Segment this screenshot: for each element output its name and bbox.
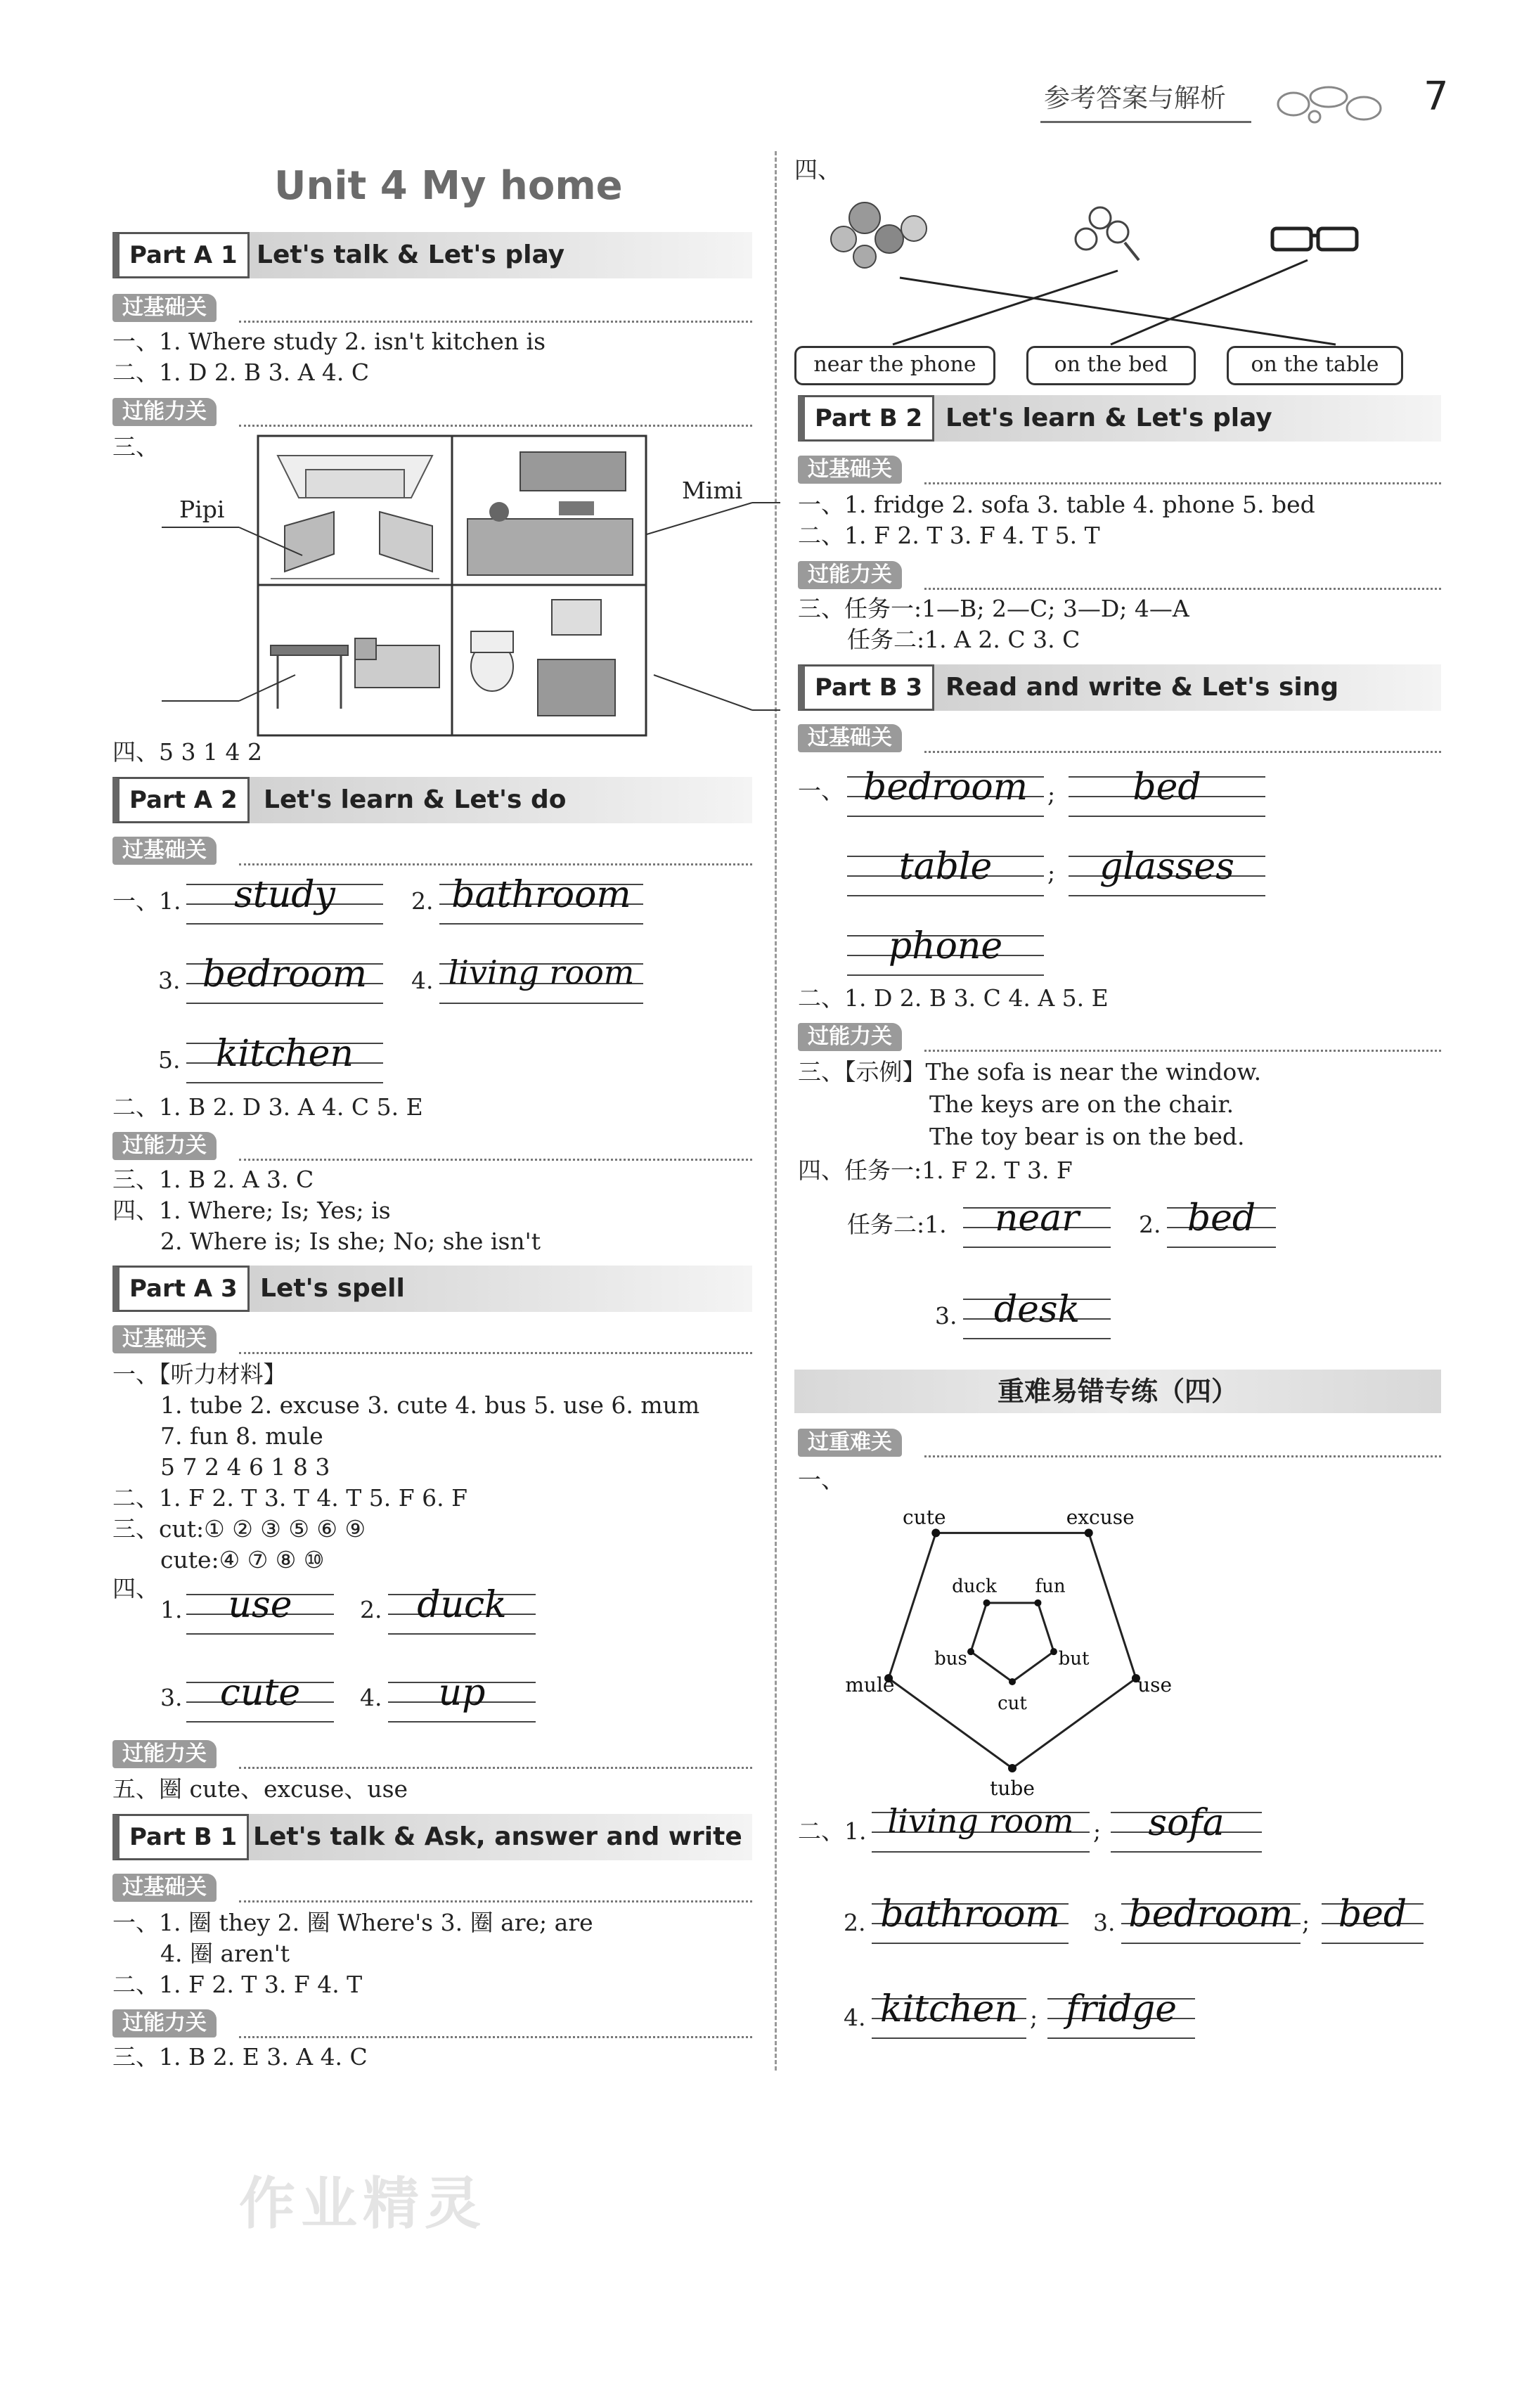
a2-q5-num: 5. <box>158 1046 181 1074</box>
a3-q4-num: 4. <box>360 1684 382 1711</box>
tag-basic: 过基础关 <box>798 724 902 752</box>
review-q1-label: 一、 <box>798 1466 844 1493</box>
a2-answer-kitchen: kitchen <box>186 1027 383 1090</box>
b2-answer-3b: 任务二:1. A 2. C 3. C <box>847 626 1080 653</box>
semicolon: ; <box>1302 1909 1310 1936</box>
tag-ability: 过能力关 <box>112 1740 217 1768</box>
part-b2-header <box>798 395 1441 442</box>
b1-answer-1b: 4. 圈 aren't <box>160 1940 290 1967</box>
semicolon: ; <box>1047 859 1056 887</box>
dotted-rule <box>239 1900 752 1902</box>
part-b3-label: Part B 3 <box>798 664 934 711</box>
tag-ability: 过能力关 <box>112 2009 217 2037</box>
b3-answer-3b: The keys are on the chair. <box>929 1090 1234 1118</box>
outer-word-label: mule <box>845 1673 895 1696</box>
a2-q2-num: 2. <box>411 887 434 915</box>
inner-word-label: but <box>1058 1648 1090 1670</box>
dotted-rule <box>239 321 752 323</box>
box-near-the-phone: near the phone <box>794 346 995 385</box>
b3-answer-3: 三、【示例】The sofa is near the window. <box>798 1058 1262 1086</box>
review-q2-num4: 4. <box>844 2004 866 2031</box>
label-pipi: Pipi <box>179 496 225 523</box>
review-q2-num2: 2. <box>844 1909 866 1936</box>
a3-order: 5 7 2 4 6 1 8 3 <box>160 1453 330 1481</box>
dotted-rule <box>239 1352 752 1354</box>
a2-q4-num: 4. <box>411 967 434 994</box>
a2-q3-num: 3. <box>158 967 181 994</box>
part-b2-label: Part B 2 <box>798 395 934 442</box>
b2-answer-3: 三、任务一:1—B; 2—C; 3—D; 4—A <box>798 595 1189 622</box>
a3-answer-use: use <box>186 1578 334 1642</box>
part-b1-title: Let's talk & Ask, answer and write <box>253 1822 742 1851</box>
dotted-rule <box>924 1455 1441 1457</box>
a3-answer-3: 三、cut:① ② ③ ⑤ ⑥ ⑨ <box>112 1515 366 1543</box>
a2-answer-3: 三、1. B 2. A 3. C <box>112 1166 314 1193</box>
semicolon: ; <box>1030 2004 1038 2031</box>
a2-answer-study: study <box>186 868 383 932</box>
part-b1-label: Part B 1 <box>112 1814 249 1860</box>
b3-task2-num2: 2. <box>1139 1211 1161 1238</box>
b1-answer-1: 一、1. 圈 they 2. 圈 Where's 3. 圈 are; are <box>112 1909 593 1936</box>
inner-word-label: fun <box>1035 1576 1066 1597</box>
dotted-rule <box>924 588 1441 590</box>
review-answer-bed: bed <box>1322 1888 1424 1951</box>
a3-answer-2: 二、1. F 2. T 3. T 4. T 5. F 6. F <box>112 1484 468 1512</box>
b2-answer-2: 二、1. F 2. T 3. F 4. T 5. T <box>798 522 1100 549</box>
tag-basic: 过基础关 <box>112 1874 217 1902</box>
a2-q1-num: 一、1. <box>112 887 181 915</box>
part-a1-title: Let's talk & Let's play <box>257 240 565 269</box>
review-answer-living-room: living room <box>872 1796 1090 1860</box>
semicolon: ; <box>1047 780 1056 808</box>
tag-ability: 过能力关 <box>798 1023 902 1051</box>
unit-title: Unit 4 My home <box>274 163 623 209</box>
a1-answer-1: 一、1. Where study 2. isn't kitchen is <box>112 328 546 355</box>
box-on-the-table: on the table <box>1227 346 1403 385</box>
tag-difficult: 过重难关 <box>798 1429 902 1457</box>
dotted-rule <box>239 425 752 427</box>
b3-task2-num3: 3. <box>935 1302 957 1329</box>
tag-basic: 过基础关 <box>112 294 217 322</box>
a1-answer-3-label: 三、 <box>112 433 159 461</box>
b3-answer-bedroom: bedroom <box>847 761 1044 824</box>
a3-q3-num: 3. <box>160 1684 183 1711</box>
semicolon: ; <box>1093 1817 1102 1845</box>
a2-answer-2: 二、1. B 2. D 3. A 4. C 5. E <box>112 1093 423 1121</box>
matching-exercise-picture <box>815 190 1392 352</box>
b3-answer-glasses: glasses <box>1069 840 1265 903</box>
outer-word-label: excuse <box>1066 1505 1135 1529</box>
inner-word-dot <box>983 1599 990 1607</box>
a2-answer-bathroom: bathroom <box>439 868 643 932</box>
part-a3-title: Let's spell <box>260 1274 405 1303</box>
tag-ability: 过能力关 <box>112 398 217 426</box>
watermark: 作业精灵 <box>239 2171 486 2236</box>
part-a1-label: Part A 1 <box>112 232 250 278</box>
inner-word-label: bus <box>934 1648 967 1670</box>
inner-word-label: duck <box>952 1576 997 1597</box>
outer-word-dot <box>1085 1528 1093 1537</box>
b2-answer-1: 一、1. fridge 2. sofa 3. table 4. phone 5. bed <box>798 491 1315 518</box>
inner-word-dot <box>967 1648 974 1655</box>
box-on-the-bed: on the bed <box>1026 346 1196 385</box>
tag-basic: 过基础关 <box>112 837 217 865</box>
label-mimi: Mimi <box>682 477 743 504</box>
matching-label: 四、 <box>794 156 841 184</box>
part-a2-title: Let's learn & Let's do <box>264 785 567 814</box>
part-b1-header <box>112 1814 752 1860</box>
b3-answer-1-label: 一、 <box>798 777 844 804</box>
outer-word-label: cute <box>903 1505 946 1529</box>
part-b3-title: Read and write & Let's sing <box>946 673 1339 702</box>
inner-word-dot <box>1009 1678 1016 1685</box>
tag-ability: 过能力关 <box>112 1132 217 1160</box>
part-b2-title: Let's learn & Let's play <box>946 404 1272 432</box>
a3-listening-words: 1. tube 2. excuse 3. cute 4. bus 5. use 6. mum <box>160 1391 700 1419</box>
a3-answer-up: up <box>388 1666 536 1730</box>
review-answer-bedroom: bedroom <box>1121 1888 1301 1951</box>
glasses-icon <box>1272 228 1357 250</box>
b1-answer-2: 二、1. F 2. T 3. F 4. T <box>112 1971 363 1998</box>
b3-answer-table: table <box>847 840 1044 903</box>
inner-word-dot <box>1034 1599 1041 1607</box>
outer-word-dot <box>931 1528 940 1537</box>
page-number: 7 <box>1424 74 1449 120</box>
a3-answer-cute: cute <box>186 1666 334 1730</box>
outer-pentagon <box>889 1533 1136 1768</box>
dotted-rule <box>924 482 1441 484</box>
tag-basic: 过基础关 <box>798 456 902 484</box>
a3-answer-5: 五、圈 cute、excuse、use <box>112 1775 408 1803</box>
b3-answer-near: near <box>963 1192 1111 1255</box>
inner-pentagon <box>971 1603 1054 1682</box>
outer-word-label: use <box>1137 1673 1173 1696</box>
review-answer-fridge: fridge <box>1047 1983 1195 2046</box>
tag-task: 过能力关 <box>798 561 902 589</box>
header-rule <box>1040 121 1251 123</box>
outer-word-dot <box>1008 1764 1017 1772</box>
dotted-rule <box>924 1050 1441 1052</box>
b3-task2-label: 任务二:1. <box>847 1211 947 1238</box>
b3-answer-bed: bed <box>1069 761 1265 824</box>
a3-answer-4-label: 四、 <box>112 1575 159 1602</box>
a3-listening-words-2: 7. fun 8. mule <box>160 1422 323 1450</box>
b1-answer-3: 三、1. B 2. E 3. A 4. C <box>112 2043 368 2071</box>
a2-answer-4: 四、1. Where; Is; Yes; is <box>112 1197 391 1224</box>
a2-answer-bedroom: bedroom <box>186 948 383 1011</box>
a3-q1-num: 1. <box>160 1596 183 1623</box>
part-b3-header <box>798 664 1441 711</box>
dotted-rule <box>239 863 752 865</box>
inner-word-label: cut <box>998 1693 1027 1714</box>
dotted-rule <box>924 751 1441 753</box>
review-banner: 重难易错专练（四） <box>794 1370 1441 1413</box>
inner-word-dot <box>1050 1648 1057 1655</box>
header-title: 参考答案与解析 <box>1044 83 1226 113</box>
b3-answer-3c: The toy bear is on the bed. <box>929 1123 1245 1150</box>
header-decoration-icon <box>1258 76 1392 132</box>
a3-answer-duck: duck <box>388 1578 536 1642</box>
dotted-rule <box>239 2036 752 2038</box>
review-answer-kitchen: kitchen <box>872 1983 1026 2046</box>
tag-basic: 过基础关 <box>112 1325 217 1353</box>
part-a2-header <box>112 777 752 823</box>
a3-answer-1: 一、【听力材料】 <box>112 1360 287 1388</box>
pentagon-diagram <box>837 1469 1188 1807</box>
review-answer-bathroom: bathroom <box>872 1888 1069 1951</box>
a2-answer-5: 2. Where is; Is she; No; she isn't <box>160 1228 541 1255</box>
a1-answer-4: 四、5 3 1 4 2 <box>112 738 262 766</box>
b3-answer-desk: desk <box>963 1283 1111 1346</box>
a2-answer-living-room: living room <box>439 948 643 1011</box>
a1-answer-2: 二、1. D 2. B 3. A 4. C <box>112 359 370 386</box>
b3-answer-bed-2: bed <box>1167 1192 1276 1255</box>
dotted-rule <box>239 1159 752 1161</box>
a3-q2-num: 2. <box>360 1596 382 1623</box>
keys-icon <box>1076 207 1139 260</box>
review-answer-sofa: sofa <box>1111 1796 1262 1860</box>
b3-answer-4: 四、任务一:1. F 2. T 3. F <box>798 1157 1073 1184</box>
review-q2-label: 二、1. <box>798 1817 867 1845</box>
part-a3-label: Part A 3 <box>112 1266 250 1312</box>
b3-answer-2: 二、1. D 2. B 3. C 4. A 5. E <box>798 984 1109 1012</box>
part-a1-header <box>112 232 752 278</box>
column-separator <box>775 151 777 2071</box>
review-q2-num3: 3. <box>1093 1909 1116 1936</box>
part-a2-label: Part A 2 <box>112 777 250 823</box>
b3-answer-phone: phone <box>847 920 1044 983</box>
a3-answer-3b: cute:④ ⑦ ⑧ ⑩ <box>160 1546 325 1573</box>
part-a3-header <box>112 1266 752 1312</box>
dotted-rule <box>239 1767 752 1769</box>
outer-word-label: tube <box>990 1777 1035 1800</box>
toys-icon <box>831 202 927 268</box>
